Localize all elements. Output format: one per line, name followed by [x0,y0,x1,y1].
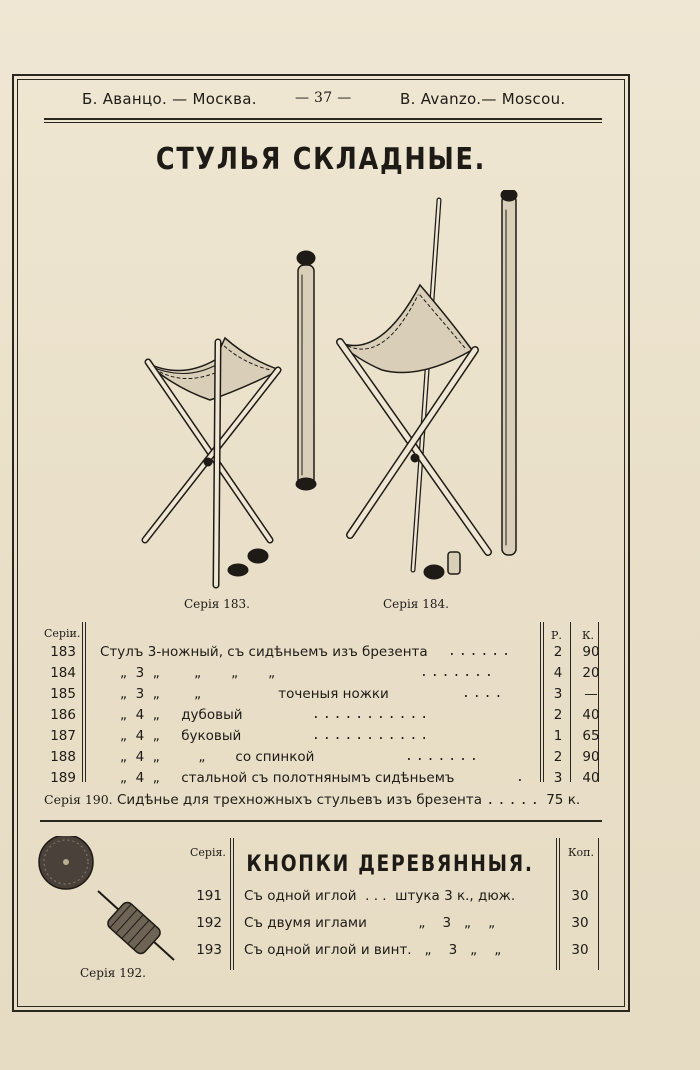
item-description: Съ двумя иглами „ 3 „ „ [244,915,496,931]
price-rubles: 3 [553,686,563,702]
table-row [0,915,700,939]
item-description: „ 4 „ буковый [120,728,242,744]
table-row: 183 Стулъ 3-ножный, съ сидѣньемъ изъ брезента ...... 2 90 [0,644,700,665]
col-kopecks-header: К. [582,629,595,642]
series-number: 186 [50,707,76,723]
price-kopecks: 90 [582,644,600,660]
table-row [0,888,700,912]
stool-183-icon [145,338,280,585]
series-190-description: Сидѣнье для трехножныхъ стульевъ изъ брезента [116,792,482,808]
series-190-label: Серія 190. [44,792,113,807]
caption-series-184: Серія 184. [383,597,449,611]
item-description: „ 4 „ дубовый [120,707,243,723]
caption-series-183: Серія 183. [184,597,250,611]
price-rubles: 4 [553,665,563,681]
series-number: 191 [196,888,222,904]
series-190-price: 75 к. [546,792,581,808]
table-row: 188 „ 4 „ „ со спинкой ....... 2 90 [0,749,700,770]
col-rubles-header: Р. [551,629,562,642]
header-left: Б. Аванцо. — Москва. [82,90,257,108]
series-number: 187 [50,728,76,744]
item-description: „ 4 „ стальной съ полотнянымъ сидѣньемъ [120,770,455,786]
col-series-header: Серія. [190,846,226,859]
series-number: 184 [50,665,76,681]
series-number: 188 [50,749,76,765]
item-description: „ 3 „ „ „ „ [120,665,276,681]
price-kopecks: 40 [582,770,600,786]
table-row: 185 „ 3 „ „ точеныя ножки .... 3 — [0,686,700,707]
price-kopecks: 20 [582,665,600,681]
price-rubles: 3 [553,770,563,786]
price-rubles: 1 [553,728,563,744]
table-row [0,942,700,966]
price-kopecks: 40 [582,707,600,723]
price-kopecks: 30 [571,915,589,931]
item-description: Съ одной иглой . . . штука 3 к., дюж. [244,888,516,904]
item-description: Стулъ 3-ножный, съ сидѣньемъ изъ брезента [100,644,428,660]
series-number: 185 [50,686,76,702]
col-kopecks-header: Коп. [568,846,594,859]
folding-chairs-illustration [120,190,540,600]
table-row: 184 „ 3 „ „ „ „ ....... 4 20 [0,665,700,686]
price-rubles: 2 [553,749,563,765]
item-description: Съ одной иглой и винт. „ 3 „ „ [244,942,502,958]
series-number: 193 [196,942,222,958]
series-number: 183 [50,644,76,660]
series-number: 189 [50,770,76,786]
section-title-chairs: СТУЛЬЯ СКЛАДНЫЕ. [155,142,487,177]
page-number: — 37 — [295,90,352,106]
item-description: „ 4 „ „ со спинкой [120,749,315,765]
section-divider [40,820,602,822]
price-kopecks: 65 [582,728,600,744]
series-190-line: Серія 190. Сидѣнье для трехножныхъ стульевъ изъ брезента ..... 75 к. [44,792,581,808]
button-disc-icon [39,836,93,889]
header-rule [44,118,602,120]
price-kopecks: 30 [571,942,589,958]
price-kopecks: 90 [582,749,600,765]
table-row: 186 „ 4 „ дубовый ........... 2 40 [0,707,700,728]
price-kopecks: 30 [571,888,589,904]
header-right: В. Avanzo.— Moscou. [400,90,566,108]
item-description: „ 3 „ „ точеныя ножки [120,686,389,702]
table-row: 189 „ 4 „ стальной съ полотнянымъ сидѣньемъ . 3 40 [0,770,700,791]
col-series-header: Серіи. [44,627,81,640]
table-row: 187 „ 4 „ буковый ........... 1 65 [0,728,700,749]
stool-stick-icon [296,251,316,490]
stool-184-icon [338,190,517,579]
section-title-buttons: КНОПКИ ДЕРЕВЯННЫЯ. [246,852,534,877]
price-rubles: 2 [553,644,563,660]
price-kopecks: — [584,686,598,702]
series-number: 192 [196,915,222,931]
price-rubles: 2 [553,707,563,723]
caption-series-192: Серія 192. [80,966,146,980]
header-rule-thin [44,122,602,123]
